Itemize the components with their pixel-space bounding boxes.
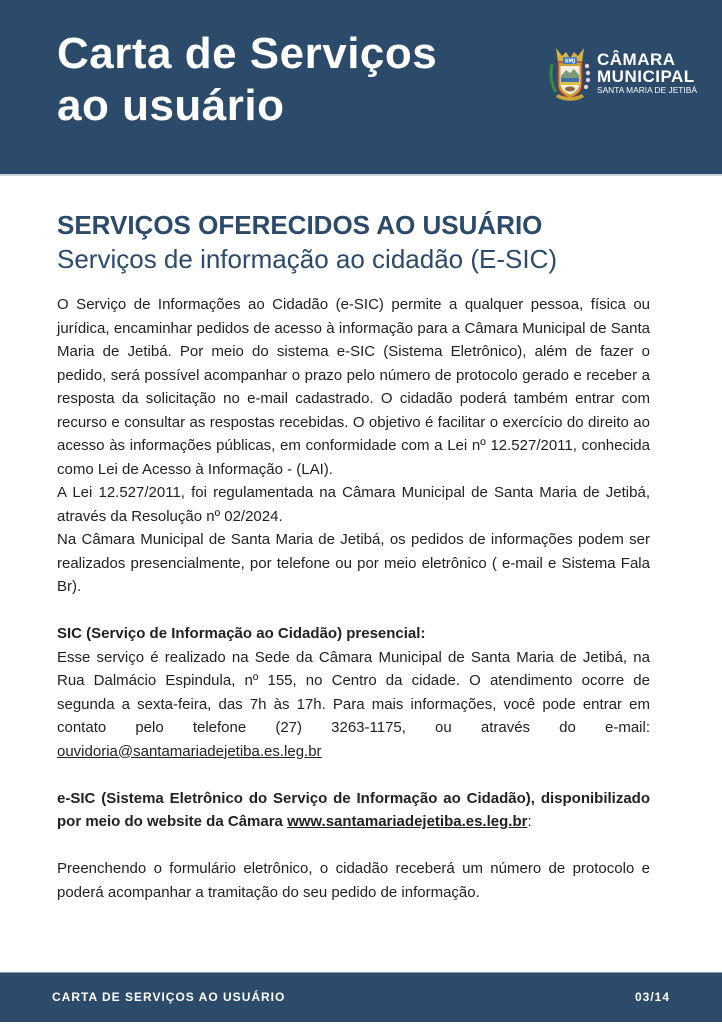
page-number: 03/14 — [634, 990, 670, 1004]
body-content — [57, 293, 650, 904]
spacer — [57, 834, 650, 858]
paragraph-sic — [57, 646, 650, 764]
header-title-line1: Carta de Serviços — [57, 29, 438, 78]
paragraph-esic-intro: O Serviço de Informações ao Cidadão (e-SIC) permite a qualquer pessoa, física ou jurídica, encaminhar pedidos de acesso à informação para a Câmara Municipal de Santa Maria de Jetibá. Por meio do sistema e-SIC (Sistema Eletrônico), além de fazer o pedido, será possível acompanhar o prazo pelo número de protocolo gerado e receber a resposta da solicitação no e-mail cadastrado. O cidadão poderá também entrar com recurso e consultar as respostas recebidas. O objetivo é facilitar o exercício do direito ao acesso às informações públicas, em conformidade com a Lei nº 12.527/2011, conhecida como Lei de Acesso à Informação - (LAI). — [57, 296, 650, 478]
paragraph-pedidos: Na Câmara Municipal de Santa Maria de Jetibá, os pedidos de informações podem ser realizados presencialmente, por telefone ou por meio eletrônico ( e-mail e Sistema Fala Br). — [57, 531, 650, 595]
sic-heading-text: SIC (Serviço de Informação ao Cidadão) presencial: — [57, 625, 426, 642]
logo-line-camara: CÂMARA — [597, 50, 676, 69]
heading-esic — [57, 787, 650, 834]
paragraph-esic-form: Preenchendo o formulário eletrônico, o cidadão receberá um número de protocolo e poderá acompanhar a tramitação do seu pedido de informação. — [57, 860, 650, 901]
sic-text: Esse serviço é realizado na Sede da Câmara Municipal de Santa Maria de Jetibá, na Rua Dalmácio Espindula, nº 155, no Centro da cidade. O atendimento ocorre de segunda a sexta-feira, das 7h às 17h. Para mais informações, você pode entrar em contato pelo telefone (27) 3263-1175, ou através do e-mail: — [57, 648, 650, 736]
header-title — [57, 28, 437, 132]
ouvidoria-email-link[interactable]: ouvidoria@santamariadejetiba.es.leg.br — [57, 742, 322, 760]
header-title-line2: ao usuário — [57, 81, 285, 130]
logo-line-municipal: MUNICIPAL — [597, 67, 695, 86]
page-footer — [0, 972, 722, 1022]
esic-heading-text: e-SIC (Sistema Eletrônico do Serviço de Informação ao Cidadão), disponibilizado por meio do website da Câmara — [57, 789, 650, 830]
esic-colon: : — [527, 813, 532, 830]
paragraph-lei-regulamentada: A Lei 12.527/2011, foi regulamentada na Câmara Municipal de Santa Maria de Jetibá, através da Resolução nº 02/2024. — [57, 484, 650, 525]
section-title: SERVIÇOS OFERECIDOS AO USUÁRIO — [57, 210, 543, 240]
website-link[interactable]: www.santamariadejetiba.es.leg.br — [287, 813, 528, 830]
svg-text:SMJ: SMJ — [564, 58, 576, 65]
footer-title: CARTA DE SERVIÇOS AO USUÁRIO — [52, 990, 286, 1004]
spacer — [57, 599, 650, 623]
coat-of-arms-icon — [548, 42, 592, 104]
page-header — [0, 0, 722, 176]
logo-text — [597, 52, 697, 96]
heading-sic-presencial — [57, 622, 650, 646]
logo-line-city: SANTA MARIA DE JETIBÁ — [597, 85, 697, 95]
camara-logo — [548, 42, 718, 106]
spacer — [57, 763, 650, 787]
section-subtitle: Serviços de informação ao cidadão (E-SIC) — [57, 244, 558, 274]
